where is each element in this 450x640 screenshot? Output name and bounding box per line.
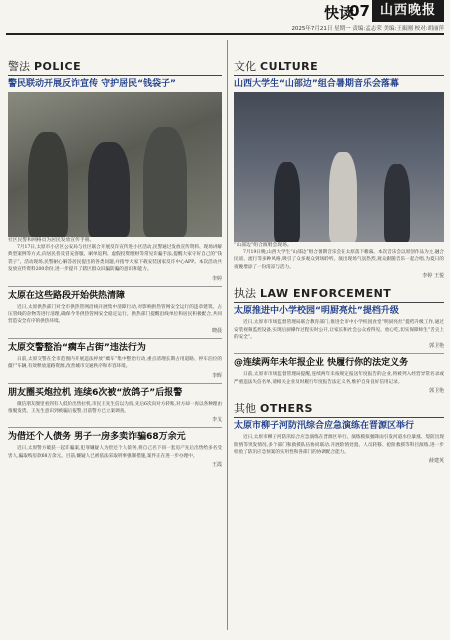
headline: @连续两年未年报企业 快履行你的法定义务 — [234, 358, 409, 369]
concert-photo — [234, 92, 444, 242]
section-label-cn: 其他 — [234, 402, 256, 416]
headline: 朋友圈买炮拉机 连续6次被“放鸽子”后报警 — [8, 387, 183, 398]
page-number: 07 — [349, 2, 370, 20]
headline-others: 太原市柳子河防汛综合应急演练在晋源区举行 — [234, 421, 415, 432]
article-body: 近日,太原警方破获一起诈骗案,犯罪嫌疑人为偿还个人债务,将自己名下同一套房产先后出售给多名受害人,骗取购房款68万余元。目前,嫌疑人已被依法采取刑事强制措施,案件正在进一步办理中。 — [8, 446, 222, 459]
article-body: 7月19日晚,山西大学生“山部边”组合暑期音乐会在太原落下帷幕。本次音乐会以原创作品为主,融合民谣、流行等多种风格,吸引了众多观众到场聆听。演出现场气氛热烈,观众跟随音乐一起合唱,为夏日的夜晚增添了一份清凉与活力。 — [234, 250, 444, 270]
right-column — [234, 58, 444, 464]
headline-police: 警民联动开展反诈宣传 守护居民“钱袋子” — [8, 79, 176, 89]
headline-culture: 山西大学生“山部边”组合暑期音乐会落幕 — [234, 79, 399, 89]
divider — [8, 383, 222, 384]
byline: 薛建英 — [428, 458, 444, 465]
masthead-rule — [6, 33, 444, 35]
police-photo — [8, 92, 222, 237]
column-divider — [227, 40, 228, 630]
photo-figure — [329, 152, 357, 242]
article-body: 微信朋友圈里看到有人低价出售拉机,市民王先生信以为真,先后6次向对方转账,对方却一再以各种理由推脱发货。王先生意识到被骗后报警,目前警方已立案调查。 — [8, 401, 222, 415]
article-body: 日前,太原市市场监督管理局提醒,连续两年未按规定报送年度报告的企业,将被列入经营异常名录或严重违法失信名单,请相关企业及时履行年度报告法定义务,维护自身良好信用记录。 — [234, 372, 444, 385]
masthead — [0, 0, 450, 36]
headline: 为借还个人债务 男子一房多卖诈骗68万余元 — [8, 432, 186, 443]
byline: 郭卫艳 — [428, 388, 444, 395]
byline: 李晖 — [211, 372, 222, 379]
divider — [234, 353, 444, 354]
article-body: 近日,太原供热部门对全市供热管网沿线开展集中清障行动,对影响供热管网安全运行的违章建筑、占压管线的杂物等进行清理,确保今冬供热管网安全稳定运行。供热部门提醒沿线单位和居民积极配合,共同营造安全有序的供热环境。 — [8, 304, 222, 325]
article-body: 日前,太原交警在全市范围内开展违法停放“瘸车”集中整治行动,重点清理长期占用道路、停车泊位的僵尸车辆,有效释放道路资源,改善城市交通秩序和市容环境。 — [8, 356, 222, 370]
photo-figure — [28, 132, 68, 237]
byline: 李戈 — [211, 417, 222, 424]
photo-figure — [88, 142, 130, 237]
article-body: 7月17日,太原市小店区公安局与社区联合开展反诈宣传进小区活动,民警通过发放宣传资料、现场讲解典型案例等方式,向居民普及冒充客服、刷单返利、虚假投资理财等常见诈骗手法,提醒大家守好自己的“钱袋子”。活动现场,民警耐心解答居民提出的各类问题,并指导大家下载安装国家反诈中心APP。本次活动共发放宣传资料200余份,进一步提升了辖区群众识骗防骗的意识和能力。 — [8, 245, 222, 273]
newspaper-logo: 山西晚报 — [372, 0, 444, 22]
photo-figure — [143, 127, 187, 237]
section-header-others — [234, 400, 444, 418]
section-label-en: LAW ENFORCEMENT — [260, 287, 392, 301]
divider — [8, 427, 222, 428]
section-header-law — [234, 285, 444, 303]
section-label-cn: 警法 — [8, 60, 30, 73]
byline: 郭卫艳 — [428, 343, 444, 350]
photo-figure — [384, 164, 410, 242]
photo-figure — [274, 162, 300, 242]
left-column — [8, 58, 222, 468]
byline: 李婷 — [211, 275, 222, 282]
headline-law: 太原推进中小学校园“明厨亮灶”提档升级 — [234, 306, 399, 317]
byline: 王霞 — [211, 462, 222, 469]
section-label-en: CULTURE — [260, 60, 319, 73]
section-header-culture — [234, 58, 444, 76]
section-title: 快读 — [323, 4, 354, 22]
headline: 太原交警整治“瘸车占街”违法行为 — [8, 342, 146, 353]
divider — [8, 338, 222, 339]
section-label-cn: 执法 — [234, 287, 256, 301]
photo-caption: “山部边”组合演唱会现场。 — [234, 243, 292, 248]
article-body: 近日,太原市柳子河防汛综合应急演练在晋源区举行。演练模拟强降雨引发河道水位暴涨、堤防出现险情等突发情况,多个部门和救援队伍协同联动,开展险情处置、人员转移、抢险救援等科目演练,进一步检验了防汛应急预案的实用性和各部门的协调配合能力。 — [234, 435, 444, 456]
section-label-en: OTHERS — [260, 402, 313, 416]
issue-meta: 2025年7月21日 星期一 责编:孟志荣 美编:王振刚 校对:胡丽萍 — [291, 26, 444, 32]
photo-caption: 社区民警和网格员为居民发放宣传手册。 — [8, 238, 95, 243]
article-body: 近日,太原市市场监督管理局联合教育部门,推进全市中小学校园食堂“明厨亮灶”提档升级工作,通过安装视频监控设备,实现后厨操作过程实时公开,让家长和社会公众看得见、放心吃,切实保障师生“舌尖上的安全”。 — [234, 320, 444, 341]
section-label-cn: 文化 — [234, 60, 256, 73]
byline: 李婷 王悦 — [422, 273, 444, 280]
section-label-en: POLICE — [34, 60, 82, 73]
byline: 晓晨 — [211, 327, 222, 334]
section-header-police — [8, 58, 222, 76]
headline: 太原在这些路段开始供热清障 — [8, 290, 126, 301]
divider — [8, 286, 222, 287]
